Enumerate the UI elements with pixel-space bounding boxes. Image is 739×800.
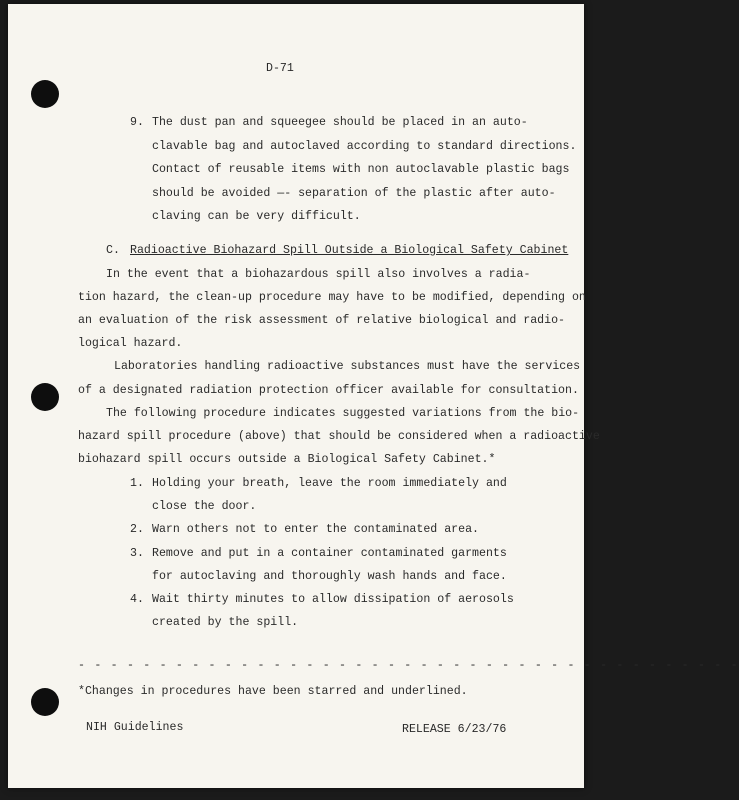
paragraph-line: of a designated radiation protection officer available for consultation. <box>78 384 579 397</box>
step-number: 1. <box>130 477 144 490</box>
item-number: 9. <box>130 116 144 129</box>
footer-right: RELEASE 6/23/76 <box>402 723 507 736</box>
footer-left: NIH Guidelines <box>86 721 184 734</box>
step-line: Remove and put in a container contaminated garments <box>152 547 507 560</box>
paragraph-line: biohazard spill occurs outside a Biological Safety Cabinet.* <box>78 453 496 466</box>
step-line: for autoclaving and thoroughly wash hands and face. <box>152 570 507 583</box>
footnote: *Changes in procedures have been starred and underlined. <box>78 685 468 698</box>
step-line: close the door. <box>152 500 257 513</box>
step-line: Holding your breath, leave the room immediately and <box>152 477 507 490</box>
punch-hole <box>31 80 59 108</box>
paragraph-line: The following procedure indicates suggested variations from the bio- <box>106 407 580 420</box>
punch-hole <box>31 383 59 411</box>
section-heading: Radioactive Biohazard Spill Outside a Biological Safety Cabinet <box>130 244 569 257</box>
section-letter: C. <box>106 244 120 257</box>
paragraph-line: tion hazard, the clean-up procedure may have to be modified, depending on <box>78 291 586 304</box>
step-line: Warn others not to enter the contaminated area. <box>152 523 479 536</box>
paragraph-line: hazard spill procedure (above) that should be considered when a radioactive <box>78 430 600 443</box>
paragraph-line: In the event that a biohazardous spill also involves a radia- <box>106 268 531 281</box>
step-number: 4. <box>130 593 144 606</box>
item-line: The dust pan and squeegee should be placed in an auto- <box>152 116 528 129</box>
step-number: 3. <box>130 547 144 560</box>
step-line: Wait thirty minutes to allow dissipation of aerosols <box>152 593 514 606</box>
item-line: Contact of reusable items with non autoclavable plastic bags <box>152 163 570 176</box>
footnote-separator: - - - - - - - - - - - - - - - - - - - - - - - - - - - - - - - - - - - - - - - - - <box>78 659 739 672</box>
item-line: claving can be very difficult. <box>152 210 361 223</box>
paragraph-line: an evaluation of the risk assessment of relative biological and radio- <box>78 314 566 327</box>
item-line: clavable bag and autoclaved according to standard directions. <box>152 140 577 153</box>
paragraph-line: Laboratories handling radioactive substances must have the services <box>114 360 581 373</box>
step-number: 2. <box>130 523 144 536</box>
item-line: should be avoided —- separation of the plastic after auto- <box>152 187 556 200</box>
document-page <box>8 4 739 788</box>
step-line: created by the spill. <box>152 616 299 629</box>
page-number: D-71 <box>266 62 294 75</box>
paragraph-line: logical hazard. <box>78 337 183 350</box>
punch-hole <box>31 688 59 716</box>
